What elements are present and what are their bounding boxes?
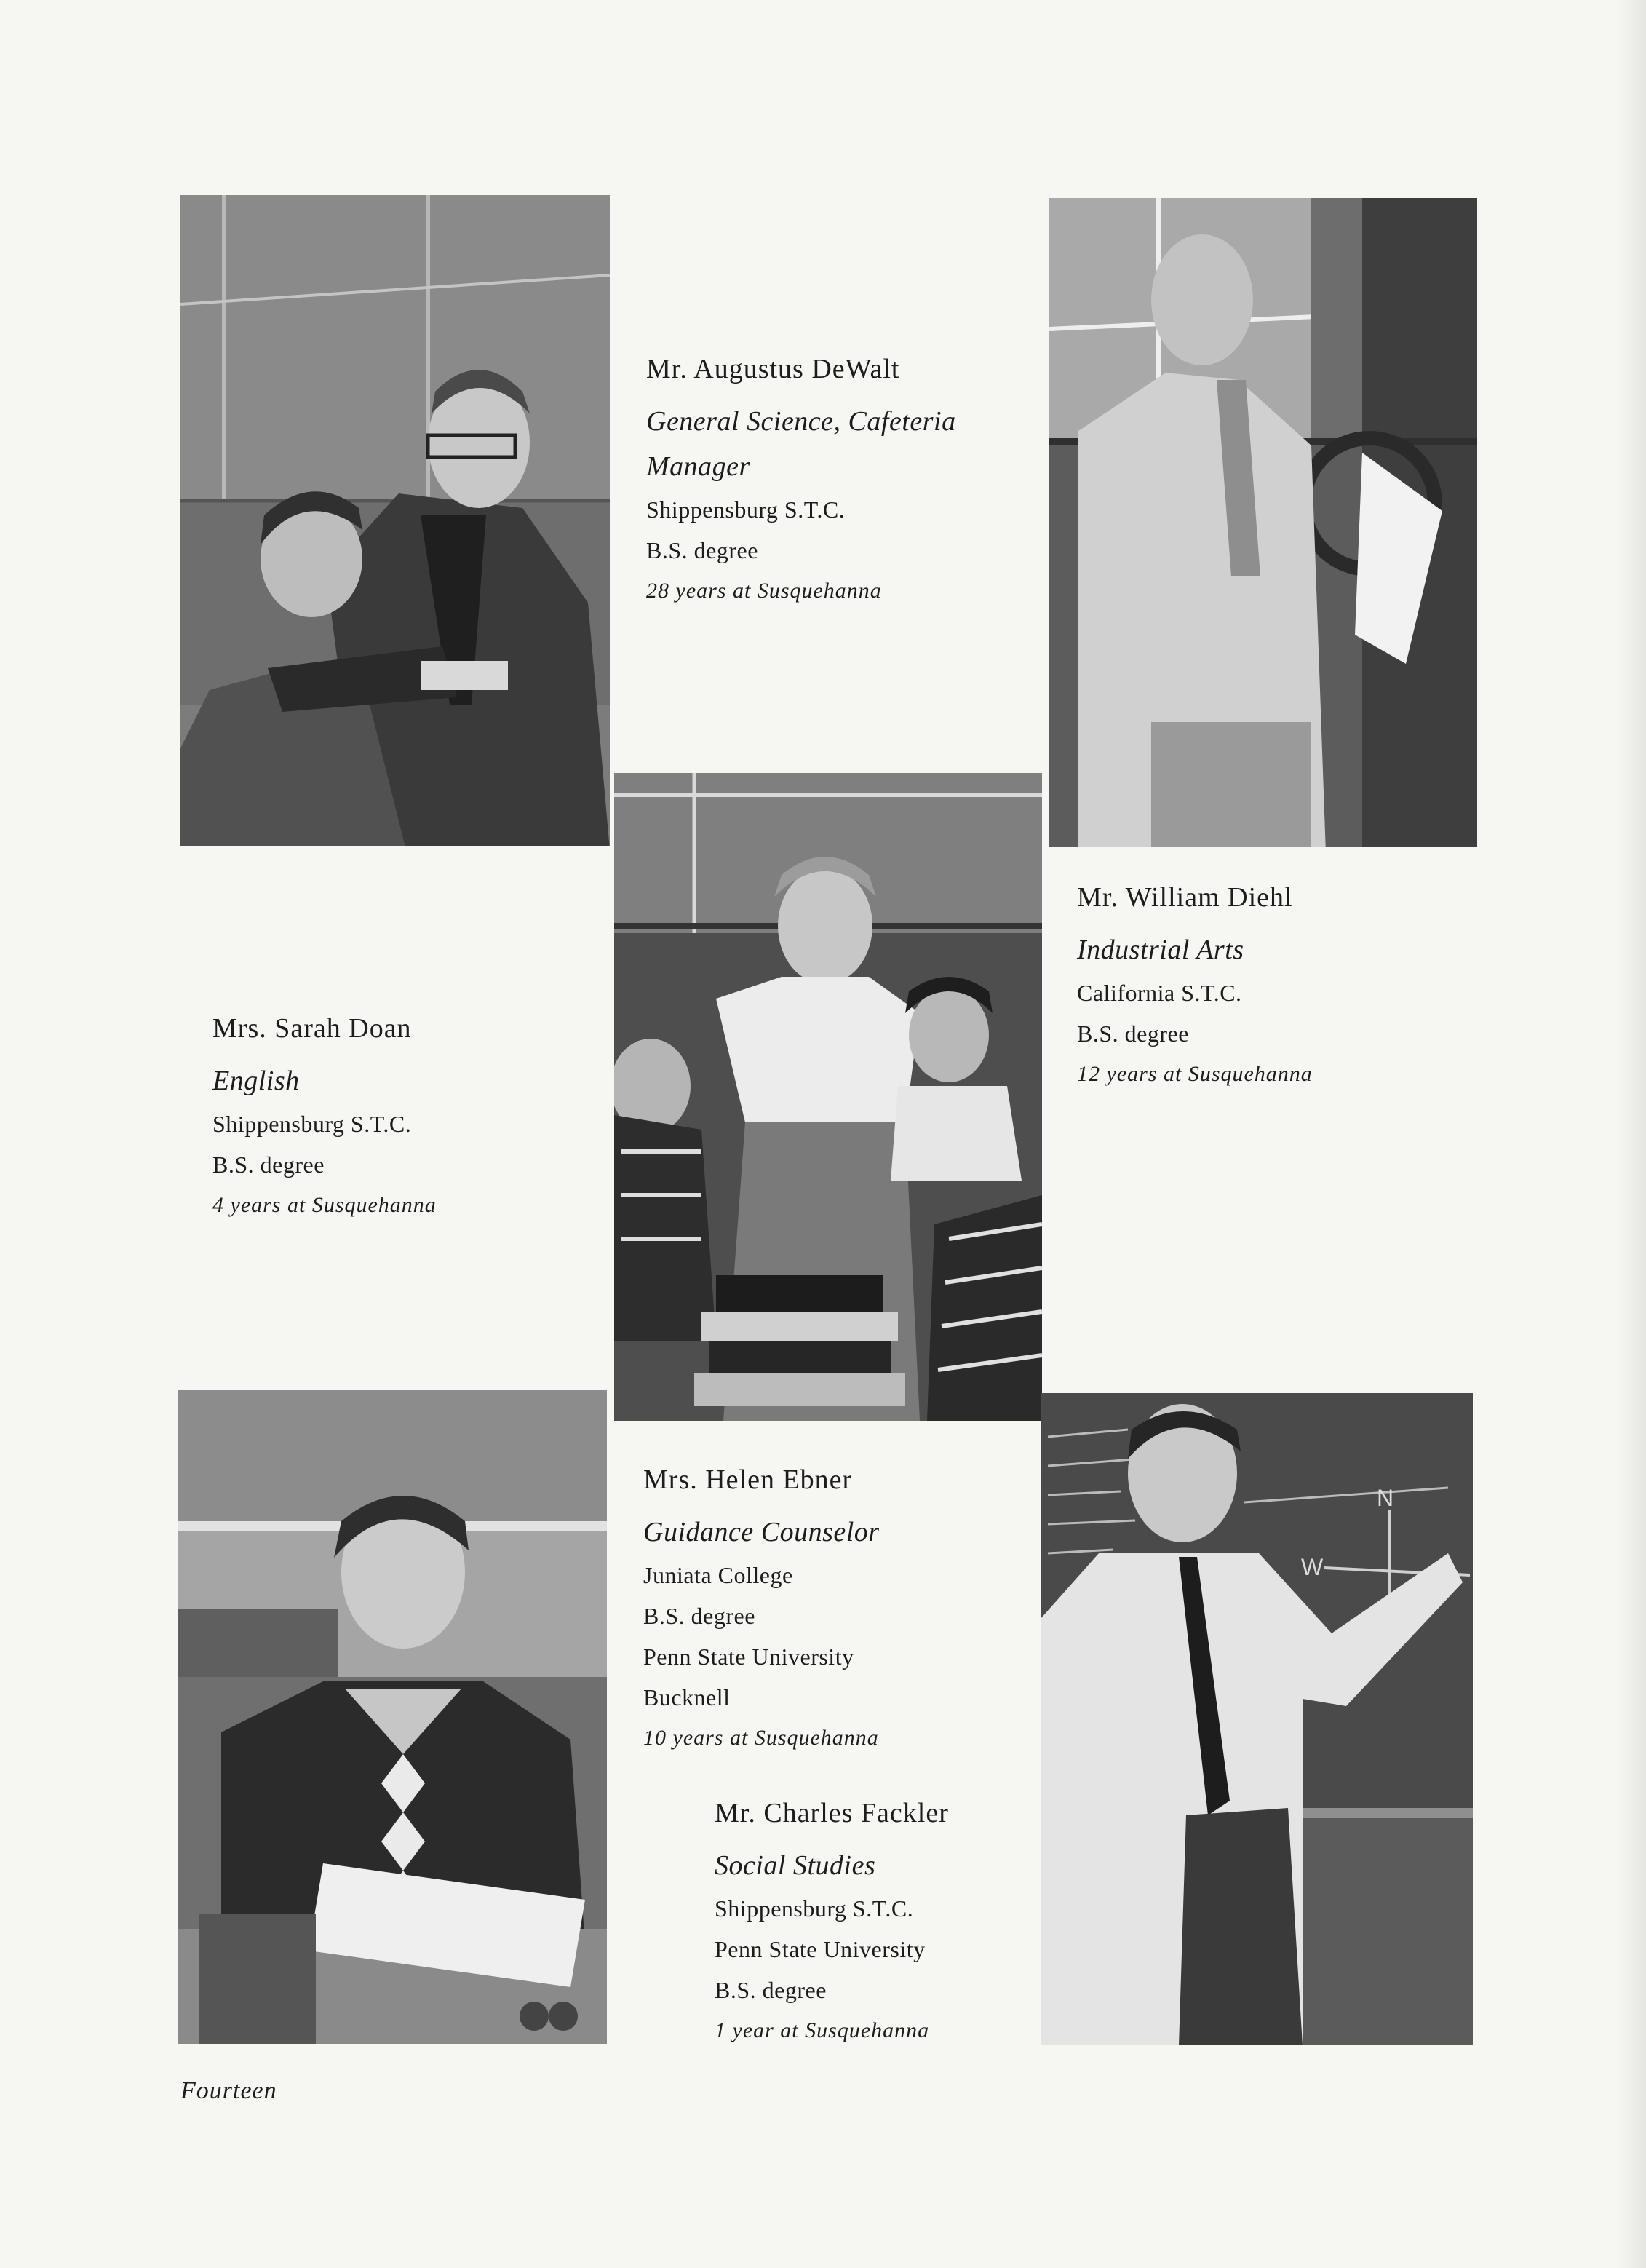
photo-fackler-image — [1041, 1393, 1473, 2045]
faculty-name: Mr. Augustus DeWalt — [646, 354, 900, 384]
faculty-detail: Bucknell — [643, 1684, 731, 1710]
faculty-detail: Shippensburg S.T.C. — [646, 496, 846, 523]
caption-dewalt — [646, 348, 956, 611]
faculty-years: 12 years at Susquehanna — [1077, 1062, 1313, 1086]
faculty-name: Mr. William Diehl — [1077, 882, 1293, 913]
faculty-detail: California S.T.C. — [1077, 980, 1242, 1006]
caption-fackler — [715, 1792, 949, 2051]
faculty-name: Mrs. Helen Ebner — [643, 1464, 853, 1495]
faculty-detail: Shippensburg S.T.C. — [212, 1111, 412, 1137]
page-edge-shadow — [1617, 0, 1646, 2268]
faculty-detail: Penn State University — [715, 1936, 926, 1962]
faculty-subject: General Science, Cafeteria — [646, 406, 956, 437]
photo-dewalt-image — [180, 195, 610, 846]
faculty-subject: Manager — [646, 451, 750, 482]
faculty-detail: B.S. degree — [715, 1977, 827, 2003]
faculty-detail: B.S. degree — [212, 1151, 325, 1178]
faculty-subject: English — [212, 1066, 300, 1096]
faculty-detail: B.S. degree — [1077, 1020, 1189, 1047]
photo-ebner-image — [178, 1390, 607, 2044]
photo-diehl-image — [1049, 198, 1477, 847]
faculty-detail: Juniata College — [643, 1562, 793, 1588]
faculty-years: 4 years at Susquehanna — [212, 1193, 437, 1217]
faculty-detail: B.S. degree — [646, 537, 758, 563]
photo-ebner — [178, 1390, 607, 2044]
compass-north-label: N — [1377, 1485, 1394, 1511]
faculty-detail: B.S. degree — [643, 1603, 755, 1629]
faculty-years: 1 year at Susquehanna — [715, 2018, 930, 2042]
photo-classroom — [614, 773, 1042, 1421]
faculty-name: Mr. Charles Fackler — [715, 1798, 949, 1828]
faculty-detail: Penn State University — [643, 1643, 854, 1670]
caption-ebner — [643, 1459, 880, 1759]
photo-dewalt — [180, 195, 610, 846]
faculty-years: 10 years at Susquehanna — [643, 1726, 879, 1750]
faculty-years: 28 years at Susquehanna — [646, 579, 882, 603]
caption-doan — [212, 1007, 437, 1226]
photo-classroom-image — [614, 773, 1042, 1421]
faculty-name: Mrs. Sarah Doan — [212, 1013, 412, 1044]
photo-diehl — [1049, 198, 1477, 847]
faculty-subject: Industrial Arts — [1077, 935, 1244, 965]
faculty-detail: Shippensburg S.T.C. — [715, 1895, 914, 1922]
faculty-subject: Social Studies — [715, 1850, 876, 1881]
photo-fackler — [1041, 1393, 1473, 2045]
caption-diehl — [1077, 876, 1313, 1095]
faculty-subject: Guidance Counselor — [643, 1517, 880, 1547]
page-number: Fourteen — [180, 2077, 277, 2104]
compass-west-label: W — [1301, 1554, 1324, 1580]
